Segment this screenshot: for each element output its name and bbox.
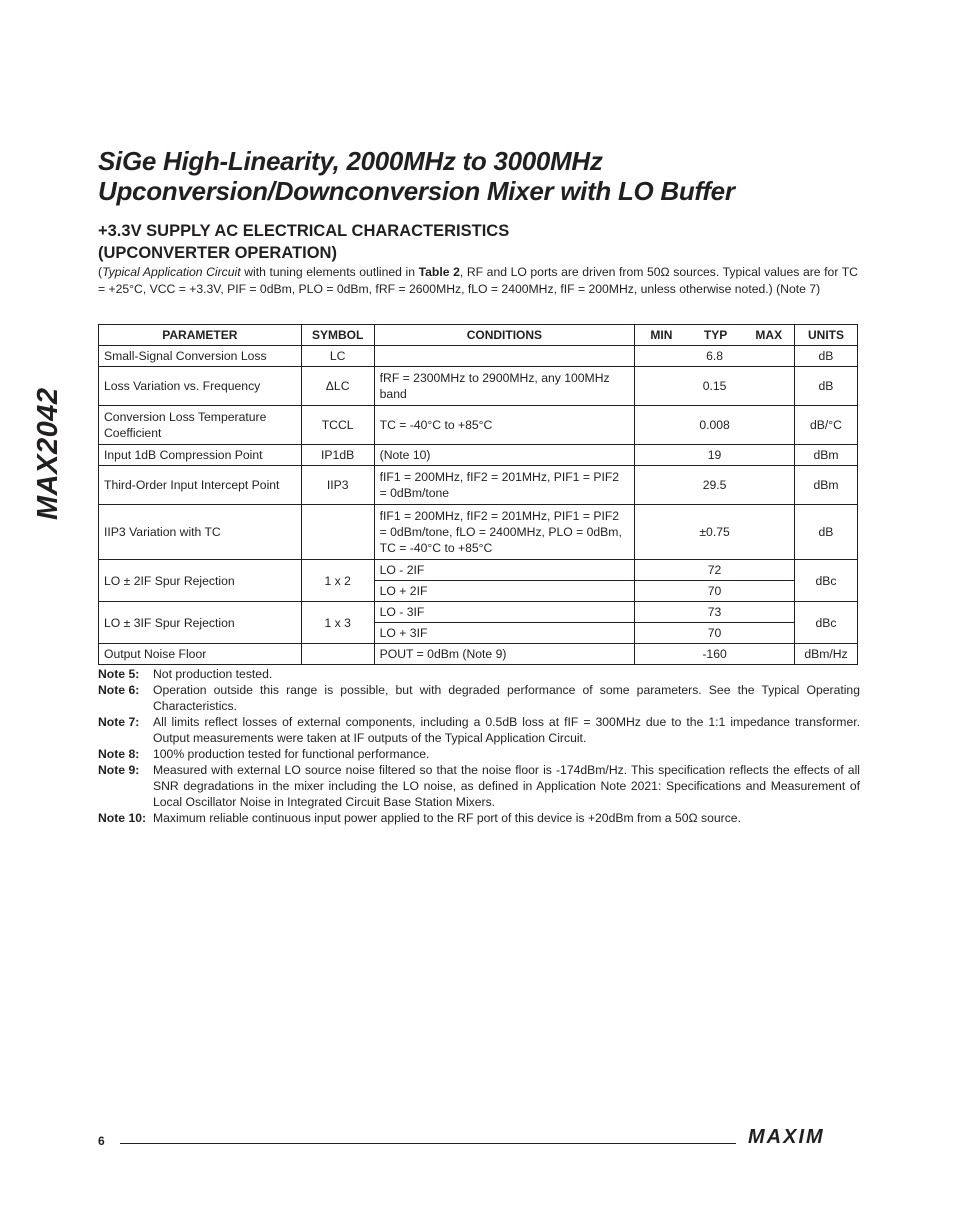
footer-divider xyxy=(120,1143,736,1144)
note-item xyxy=(98,682,860,714)
note-label: Note 6: xyxy=(98,683,140,697)
section-heading xyxy=(98,220,858,264)
cell-param: IIP3 Variation with TC xyxy=(99,505,302,560)
cell-units: dB xyxy=(794,346,857,367)
cell-units: dBc xyxy=(794,602,857,644)
note-item xyxy=(98,666,860,682)
cell-param: Small-Signal Conversion Loss xyxy=(99,346,302,367)
cell-param: Input 1dB Compression Point xyxy=(99,445,302,466)
note-text: Maximum reliable continuous input power applied to the RF port of this device is +20dBm from a 50Ω source. xyxy=(153,811,741,825)
cell-units: dBm xyxy=(794,445,857,466)
header-max: MAX xyxy=(744,325,795,346)
table-row xyxy=(99,367,858,406)
cell-cond: TC = -40°C to +85°C xyxy=(374,406,635,445)
intro-bold: Table 2 xyxy=(418,265,460,279)
title-line-1: SiGe High-Linearity, 2000MHz to 3000MHz xyxy=(98,146,603,176)
cell-units: dB xyxy=(794,505,857,560)
cell-param: Loss Variation vs. Frequency xyxy=(99,367,302,406)
table-row xyxy=(99,560,858,581)
header-typ: TYP xyxy=(688,325,744,346)
cell-symbol: 1 x 3 xyxy=(301,602,374,644)
cell-typ: 70 xyxy=(635,623,795,644)
header-min: MIN xyxy=(635,325,688,346)
cell-typ: 6.8 xyxy=(635,346,795,367)
note-label: Note 10: xyxy=(98,811,147,825)
note-item xyxy=(98,810,860,826)
table-row xyxy=(99,445,858,466)
note-label: Note 5: xyxy=(98,667,140,681)
intro-part: with tuning elements outlined in xyxy=(240,265,419,279)
cell-cond: POUT = 0dBm (Note 9) xyxy=(374,644,635,665)
cell-units: dB/°C xyxy=(794,406,857,445)
note-label: Note 8: xyxy=(98,747,140,761)
note-text: Operation outside this range is possible, but with degraded performance of some parameters. See the Typical Operating Characteristics. xyxy=(153,683,860,713)
cell-symbol: IP1dB xyxy=(301,445,374,466)
note-item xyxy=(98,762,860,810)
cell-typ: 19 xyxy=(635,445,795,466)
cell-typ: -160 xyxy=(635,644,795,665)
section-line-2: (UPCONVERTER OPERATION) xyxy=(98,244,337,262)
cell-cond: (Note 10) xyxy=(374,445,635,466)
table-row xyxy=(99,466,858,505)
cell-cond: LO - 3IF xyxy=(374,602,635,623)
cell-typ: 70 xyxy=(635,581,795,602)
header-symbol: SYMBOL xyxy=(301,325,374,346)
cell-typ: 72 xyxy=(635,560,795,581)
table-row xyxy=(99,406,858,445)
note-text: All limits reflect losses of external components, including a 0.5dB loss at fIF = 300MHz due to the 1:1 impedance transformer. Output measurements were taken at IF outputs of the Typical Application Circuit. xyxy=(153,715,860,745)
cell-symbol: TCCL xyxy=(301,406,374,445)
note-item xyxy=(98,746,860,762)
table-row xyxy=(99,602,858,623)
table-row xyxy=(99,644,858,665)
cell-param: Conversion Loss Temperature Coefficient xyxy=(99,406,302,445)
table-header-row xyxy=(99,325,858,346)
cell-units: dBc xyxy=(794,560,857,602)
cell-symbol: IIP3 xyxy=(301,466,374,505)
note-text: 100% production tested for functional performance. xyxy=(153,747,430,761)
cell-typ: 0.15 xyxy=(635,367,795,406)
table-row xyxy=(99,505,858,560)
side-part-number-text: MAX2042 xyxy=(32,387,64,520)
note-item xyxy=(98,714,860,746)
intro-part: , RF and LO ports are driven from 50Ω sources. Typical values are for TC = +25°C, VCC = +3.3V, PIF = 0dBm, PLO = 0dBm, fRF = 2600MHz, fLO = 2400MHz, fIF = 200MHz, unless otherwise noted.) (Note 7) xyxy=(98,265,858,296)
section-line-1: +3.3V SUPPLY AC ELECTRICAL CHARACTERISTICS xyxy=(98,222,510,240)
cell-param: LO ± 2IF Spur Rejection xyxy=(99,560,302,602)
cell-cond: LO + 3IF xyxy=(374,623,635,644)
cell-symbol xyxy=(301,644,374,665)
note-text: Measured with external LO source noise filtered so that the noise floor is -174dBm/Hz. This specification reflects the effects of all SNR degradations in the mixer including the LO noise, as defined in Application Note 2021: Specifications and Measurement of Local Oscillator Noise in Integrated Circuit Base Station Mixers. xyxy=(153,763,860,809)
cell-param: Output Noise Floor xyxy=(99,644,302,665)
cell-cond: LO - 2IF xyxy=(374,560,635,581)
header-units: UNITS xyxy=(794,325,857,346)
cell-units: dB xyxy=(794,367,857,406)
title-line-2: Upconversion/Downconversion Mixer with LO Buffer xyxy=(98,176,735,206)
cell-symbol: 1 x 2 xyxy=(301,560,374,602)
intro-paragraph xyxy=(98,264,858,298)
cell-units: dBm/Hz xyxy=(794,644,857,665)
cell-typ: ±0.75 xyxy=(635,505,795,560)
intro-italic: Typical Application Circuit xyxy=(102,265,241,279)
cell-cond: LO + 2IF xyxy=(374,581,635,602)
spec-table xyxy=(98,324,858,665)
cell-typ: 0.008 xyxy=(635,406,795,445)
cell-typ: 73 xyxy=(635,602,795,623)
note-label: Note 7: xyxy=(98,715,140,729)
cell-symbol xyxy=(301,505,374,560)
cell-symbol: ΔLC xyxy=(301,367,374,406)
cell-param: Third-Order Input Intercept Point xyxy=(99,466,302,505)
maxim-logo: MAXIM xyxy=(748,1126,825,1148)
header-conditions: CONDITIONS xyxy=(374,325,635,346)
notes-section xyxy=(98,666,860,826)
cell-param: LO ± 3IF Spur Rejection xyxy=(99,602,302,644)
cell-units: dBm xyxy=(794,466,857,505)
header-parameter: PARAMETER xyxy=(99,325,302,346)
side-part-number xyxy=(32,370,72,530)
cell-cond: fRF = 2300MHz to 2900MHz, any 100MHz band xyxy=(374,367,635,406)
cell-cond: fIF1 = 200MHz, fIF2 = 201MHz, PIF1 = PIF2 = 0dBm/tone, fLO = 2400MHz, PLO = 0dBm, TC = -40°C to +85°C xyxy=(374,505,635,560)
page-title xyxy=(98,146,878,206)
cell-cond xyxy=(374,346,635,367)
cell-cond: fIF1 = 200MHz, fIF2 = 201MHz, PIF1 = PIF2 = 0dBm/tone xyxy=(374,466,635,505)
table-row xyxy=(99,346,858,367)
note-text: Not production tested. xyxy=(153,667,273,681)
page-number: 6 xyxy=(98,1134,105,1148)
note-label: Note 9: xyxy=(98,763,140,777)
intro-part: ( xyxy=(98,265,103,279)
cell-typ: 29.5 xyxy=(635,466,795,505)
cell-symbol: LC xyxy=(301,346,374,367)
